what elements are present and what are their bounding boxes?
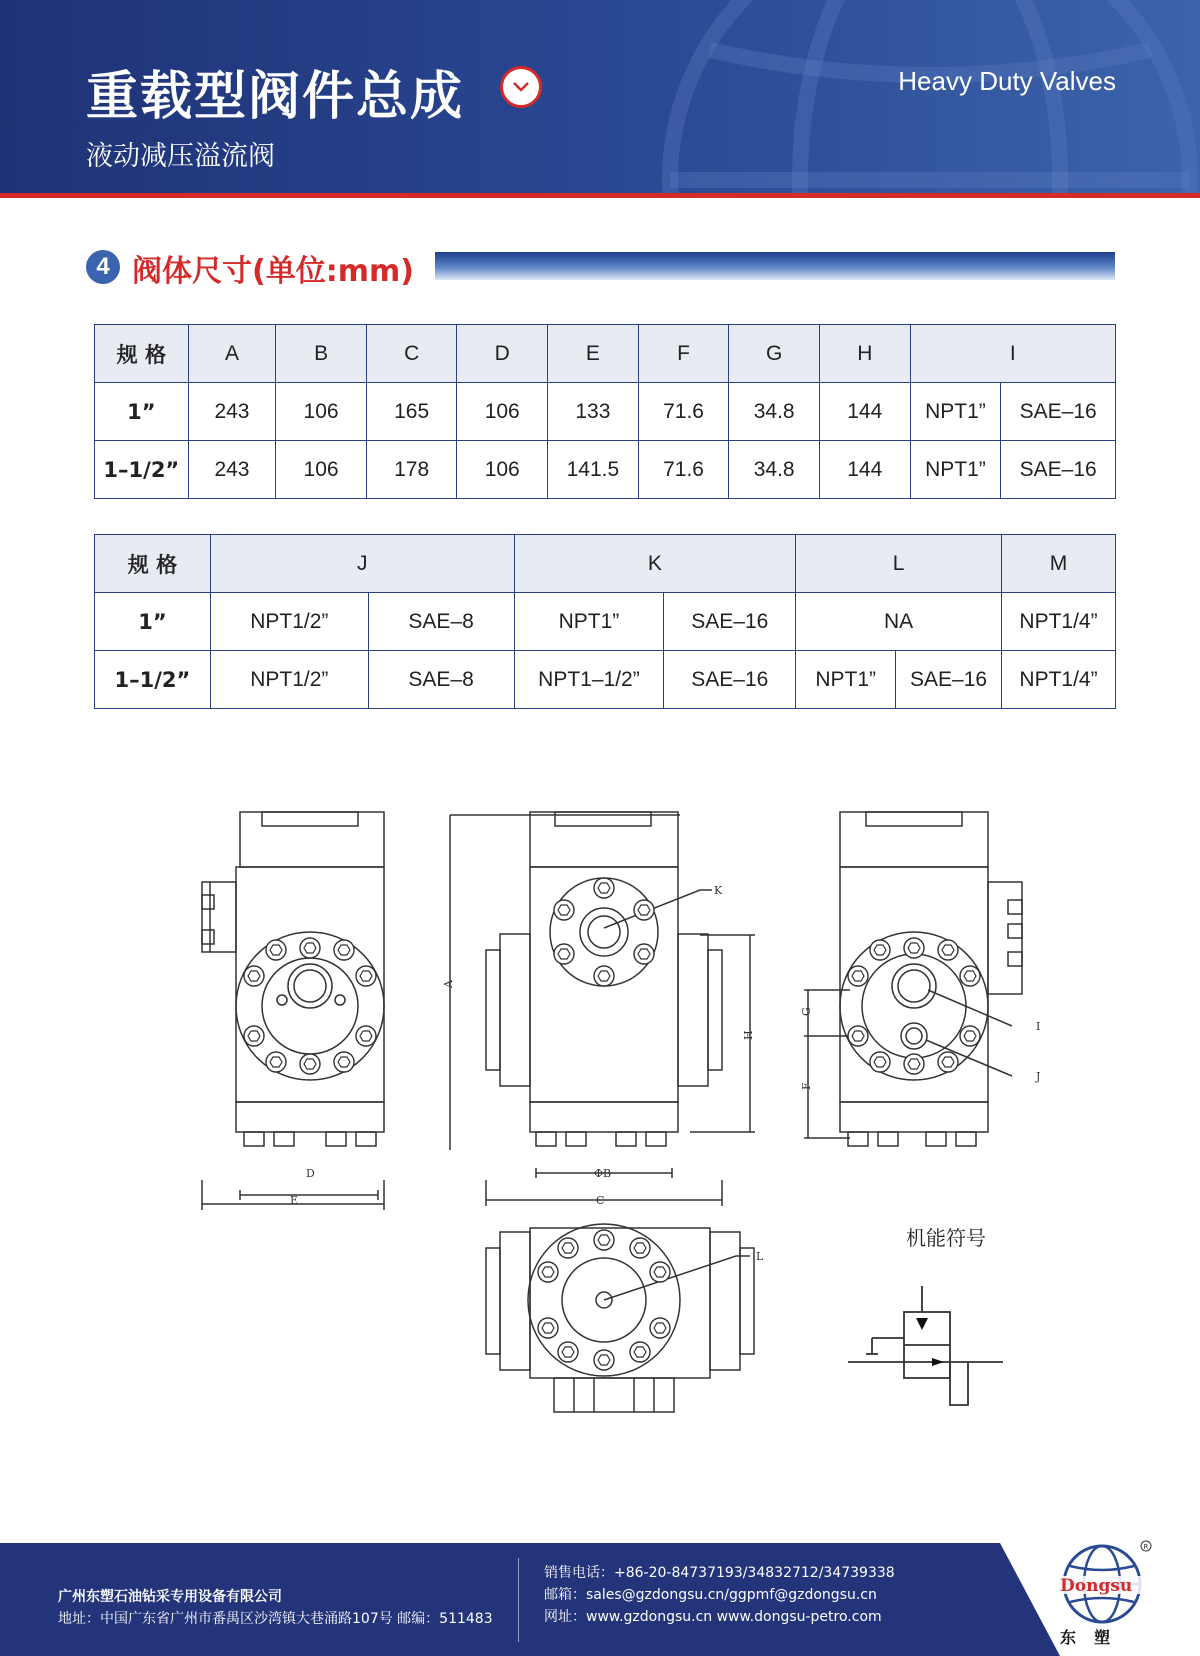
- table-cell: 1–1/2”: [95, 441, 189, 499]
- left-view: [202, 812, 384, 1210]
- header-cell: B: [276, 325, 367, 383]
- table-cell: SAE–16: [1001, 383, 1116, 441]
- dim-label-L: L: [756, 1250, 764, 1263]
- header-cell: A: [188, 325, 276, 383]
- table-cell: NPT1/4”: [1002, 593, 1116, 651]
- header-cell: M: [1002, 535, 1116, 593]
- table-cell: 141.5: [548, 441, 639, 499]
- header-cell: F: [638, 325, 729, 383]
- footer-company: 广州东塑石油钻采专用设备有限公司: [58, 1589, 282, 1605]
- section-number-badge: 4: [86, 250, 120, 284]
- footer-web[interactable]: 网址：www.gzdongsu.cn www.dongsu-petro.com: [544, 1609, 882, 1625]
- table-cell: 34.8: [729, 383, 820, 441]
- dim-label-B: ΦB: [594, 1167, 612, 1180]
- table-cell: 106: [457, 383, 548, 441]
- table-cell: SAE–16: [896, 651, 1002, 709]
- table-cell: 144: [819, 383, 910, 441]
- table-cell: 71.6: [638, 441, 729, 499]
- dim-label-G: G: [800, 1007, 813, 1016]
- dim-label-I: I: [1036, 1020, 1041, 1033]
- svg-text:R: R: [1143, 1543, 1149, 1551]
- page-title: 重载型阀件总成: [86, 67, 465, 127]
- table-cell: 106: [276, 441, 367, 499]
- front-view: [450, 812, 755, 1206]
- table-cell: 144: [819, 441, 910, 499]
- right-view: [804, 812, 1022, 1146]
- table-cell: NPT1”: [796, 651, 896, 709]
- header-cell: C: [366, 325, 457, 383]
- header-cell: H: [819, 325, 910, 383]
- header-cell: K: [514, 535, 796, 593]
- table-cell: 243: [188, 383, 276, 441]
- table-cell: 34.8: [729, 441, 820, 499]
- header-cell: J: [210, 535, 514, 593]
- table-cell: 133: [548, 383, 639, 441]
- section-title: 阀体尺寸(单位:mm): [132, 254, 414, 289]
- table-cell: 1”: [95, 383, 189, 441]
- table-cell: 243: [188, 441, 276, 499]
- table-cell: 1–1/2”: [95, 651, 211, 709]
- dongsu-logo-icon: [1054, 1536, 1154, 1628]
- table-cell: NPT1”: [910, 383, 1001, 441]
- table-cell: SAE–16: [1001, 441, 1116, 499]
- table-cell: SAE–16: [664, 593, 796, 651]
- dim-label-J: J: [1036, 1070, 1041, 1083]
- table-cell: NPT1/2”: [210, 593, 368, 651]
- table-cell: NPT1”: [514, 593, 664, 651]
- table-cell: 178: [366, 441, 457, 499]
- svg-text:Dongsu: Dongsu: [1060, 1576, 1133, 1596]
- header-cell: 规 格: [95, 325, 189, 383]
- header-cell: L: [796, 535, 1002, 593]
- logo-chinese-name: 东塑: [1060, 1628, 1129, 1647]
- table-cell: NPT1/4”: [1002, 651, 1116, 709]
- dim-label-F: F: [800, 1082, 813, 1090]
- header-cell: D: [457, 325, 548, 383]
- symbol-arrow-down: [916, 1318, 928, 1330]
- table-cell: NA: [796, 593, 1002, 651]
- dim-label-K: K: [714, 884, 723, 897]
- table-cell: NPT1/2”: [210, 651, 368, 709]
- english-title: Heavy Duty Valves: [898, 66, 1116, 96]
- footer-separator: [518, 1558, 519, 1642]
- table-cell: 106: [276, 383, 367, 441]
- bottom-view: [486, 1224, 754, 1412]
- dim-label-C: C: [596, 1194, 605, 1207]
- header-cell: G: [729, 325, 820, 383]
- table-cell: 106: [457, 441, 548, 499]
- table-cell: 165: [366, 383, 457, 441]
- table-cell: SAE–8: [368, 593, 514, 651]
- table-cell: SAE–8: [368, 651, 514, 709]
- page-subtitle: 液动减压溢流阀: [86, 141, 275, 172]
- table-cell: NPT1”: [910, 441, 1001, 499]
- function-symbol: [848, 1286, 1003, 1405]
- table-cell: SAE–16: [664, 651, 796, 709]
- symbol-arrow-right: [932, 1358, 944, 1366]
- table-cell: 1”: [95, 593, 211, 651]
- header-cell: E: [548, 325, 639, 383]
- header-cell: 规 格: [95, 535, 211, 593]
- symbol-caption: 机能符号: [906, 1226, 986, 1250]
- footer-address: 地址：中国广东省广州市番禺区沙湾镇大巷涌路107号 邮编：511483: [58, 1611, 493, 1627]
- table-cell: 71.6: [638, 383, 729, 441]
- table-cell: NPT1–1/2”: [514, 651, 664, 709]
- footer-email[interactable]: 邮箱：sales@gzdongsu.cn/ggpmf@gzdongsu.cn: [544, 1587, 877, 1603]
- dim-label-A: A: [442, 980, 455, 988]
- dim-label-H: H: [742, 1030, 755, 1040]
- dim-label-D: D: [306, 1167, 315, 1180]
- footer-phone: 销售电话：+86-20-84737193/34832712/34739338: [544, 1565, 895, 1581]
- flange-bolts: [244, 878, 980, 1370]
- dim-label-E: E: [290, 1194, 299, 1207]
- header-cell: I: [910, 325, 1115, 383]
